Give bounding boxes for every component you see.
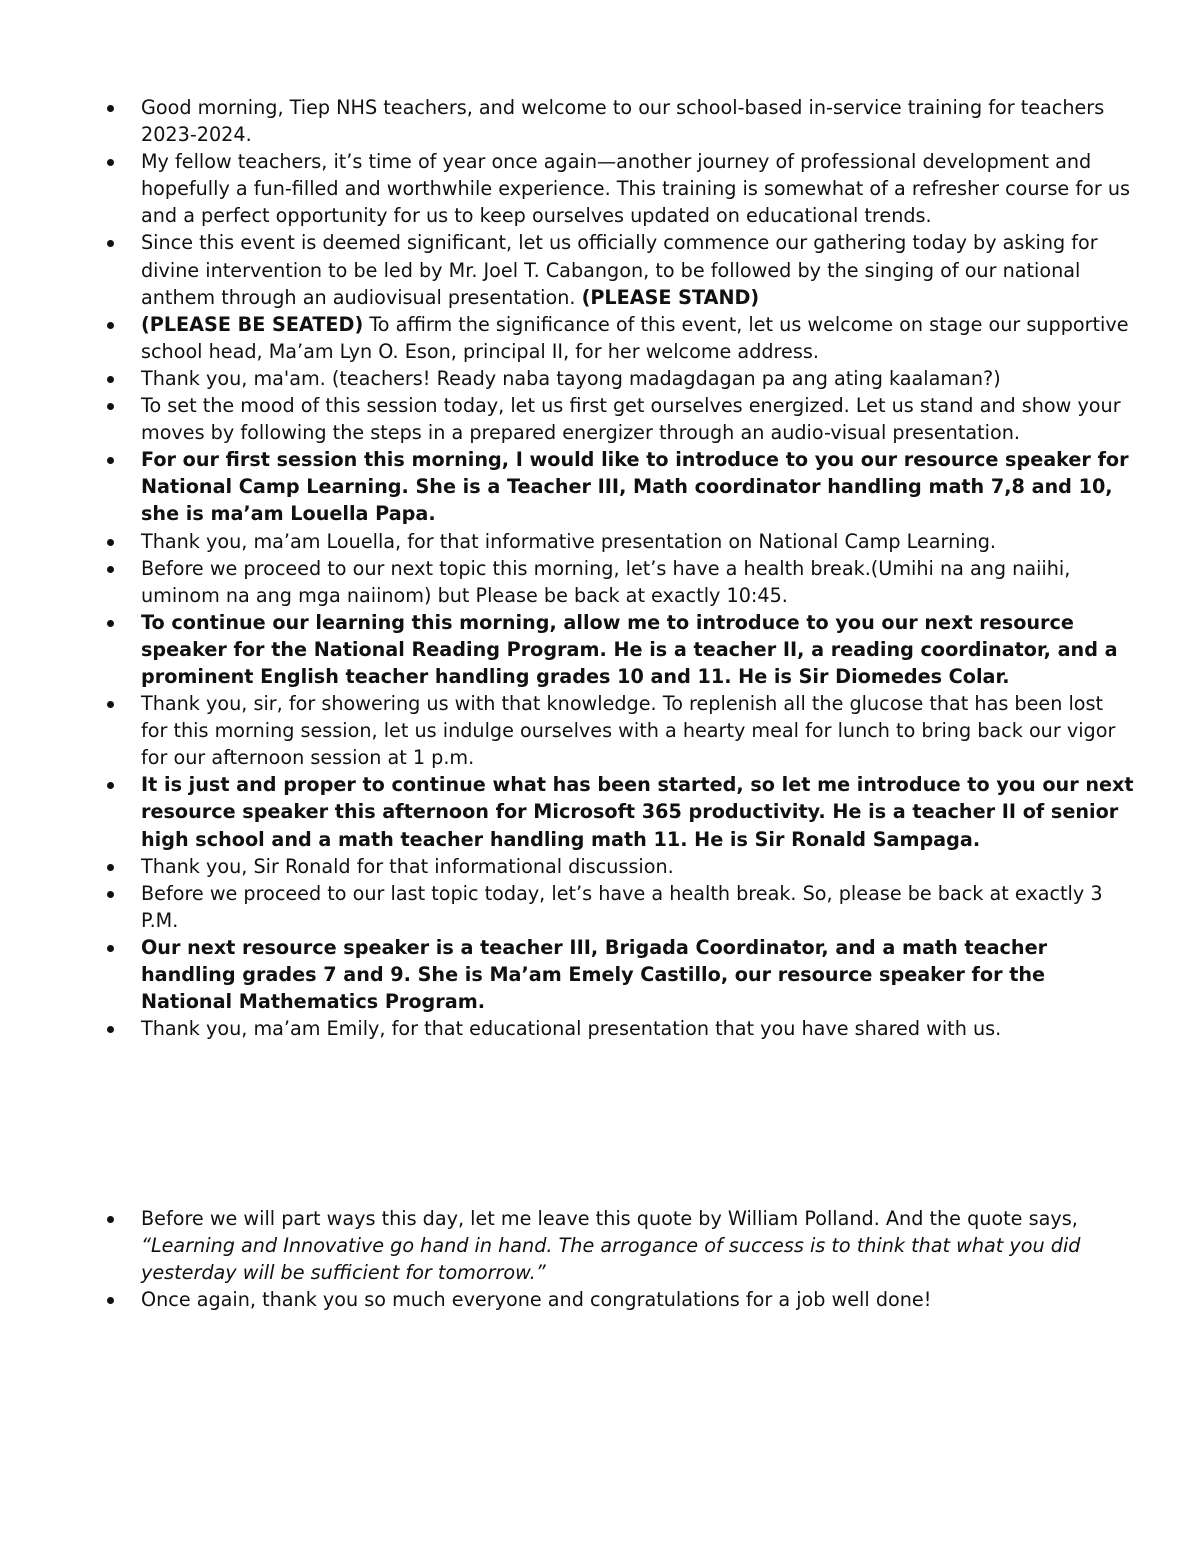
stage-direction: (PLEASE BE SEATED) [141,312,364,336]
bullet-icon [107,891,114,898]
list-item: Thank you, Sir Ronald for that informational discussion. [104,853,1134,880]
list-item: Good morning, Tiep NHS teachers, and welcome to our school-based in-service training for teachers 2023-2024. [104,94,1134,148]
closing-quote: “Learning and Innovative go hand in hand. The arrogance of success is to think that what you did yesterday will be sufficient for tomorrow.” [141,1234,1081,1285]
bullet-list-main [104,94,1134,1042]
list-item: Before we proceed to our last topic today, let’s have a health break. So, please be back at exactly 3 P.M. [104,880,1134,934]
bullet-icon [107,403,114,410]
bullet-icon [107,566,114,573]
bullet-icon [107,1026,114,1033]
bullet-icon [107,1216,114,1223]
bullet-icon [107,945,114,952]
list-item: To set the mood of this session today, let us first get ourselves energized. Let us stand and show your moves by following the steps in a prepared energizer through an audio-visual presentation. [104,392,1134,446]
bullet-icon [107,105,114,112]
bullet-icon [107,539,114,546]
bullet-icon [107,240,114,247]
list-item: Once again, thank you so much everyone and congratulations for a job well done! [104,1286,1134,1313]
bullet-icon [107,864,114,871]
bullet-list-closing [104,1205,1134,1313]
list-item: Thank you, ma'am. (teachers! Ready naba tayong madagdagan pa ang ating kaalaman?) [104,365,1134,392]
list-item: Before we proceed to our next topic this morning, let’s have a health break.(Umihi na ang naiihi, uminom na ang mga naiinom) but Please be back at exactly 10:45. [104,555,1134,609]
bullet-icon [107,701,114,708]
list-item [104,446,1134,527]
speaker-introduction: To continue our learning this morning, allow me to introduce to you our next resource speaker for the National Reading Program. He is a teacher II, a reading coordinator, and a prominent English teacher handling grades 10 and 11. He is Sir Diomedes Colar. [141,610,1118,688]
list-item: Thank you, ma’am Louella, for that informative presentation on National Camp Learning. [104,528,1134,555]
list-item: Since this event is deemed significant, let us officially commence our gathering today by asking for divine intervention to be led by Mr. Joel T. Cabangon, to be followed by the singing of our national anthem through an audiovisual presentation. (PLEASE STAND) [104,229,1134,310]
list-item: Thank you, sir, for showering us with that knowledge. To replenish all the glucose that has been lost for this morning session, let us indulge ourselves with a hearty meal for lunch to bring back our vigor for our afternoon session at 1 p.m. [104,690,1134,771]
bullet-icon [107,322,114,329]
list-item [104,609,1134,690]
speaker-introduction: Our next resource speaker is a teacher III, Brigada Coordinator, and a math teacher handling grades 7 and 9. She is Ma’am Emely Castillo, our resource speaker for the National Mathematics Program. [141,935,1048,1014]
list-item: My fellow teachers, it’s time of year once again—another journey of professional development and hopefully a fun-filled and worthwhile experience. This training is somewhat of a refresher course for us and a perfect opportunity for us to keep ourselves updated on educational trends. [104,148,1134,229]
stage-direction: (PLEASE STAND) [581,285,760,309]
list-item [104,934,1134,1015]
speaker-introduction: For our first session this morning, I would like to introduce to you our resource speaker for National Camp Learning. She is a Teacher III, Math coordinator handling math 7,8 and 10, she is ma’am Louella Papa. [141,448,1129,526]
list-item: (PLEASE BE SEATED) To affirm the significance of this event, let us welcome on stage our supportive school head, Ma’am Lyn O. Eson, principal II, for her welcome address. [104,311,1134,365]
bullet-icon [107,376,114,383]
list-item [104,771,1134,852]
bullet-icon [107,159,114,166]
bullet-icon [107,1297,114,1304]
bullet-icon [107,782,114,789]
bullet-icon [107,620,114,627]
bullet-icon [107,457,114,464]
list-item: Thank you, ma’am Emily, for that educational presentation that you have shared with us. [104,1015,1134,1042]
speaker-introduction: It is just and proper to continue what has been started, so let me introduce to you our next resource speaker this afternoon for Microsoft 365 productivity. He is a teacher II of senior high school and a math teacher handling math 11. He is Sir Ronald Sampaga. [141,773,1134,851]
list-item: Before we will part ways this day, let me leave this quote by William Polland. And the quote says, “Learning and Innovative go hand in hand. The arrogance of success is to think that what you did yesterday will be sufficient for tomorrow.” [104,1205,1134,1286]
